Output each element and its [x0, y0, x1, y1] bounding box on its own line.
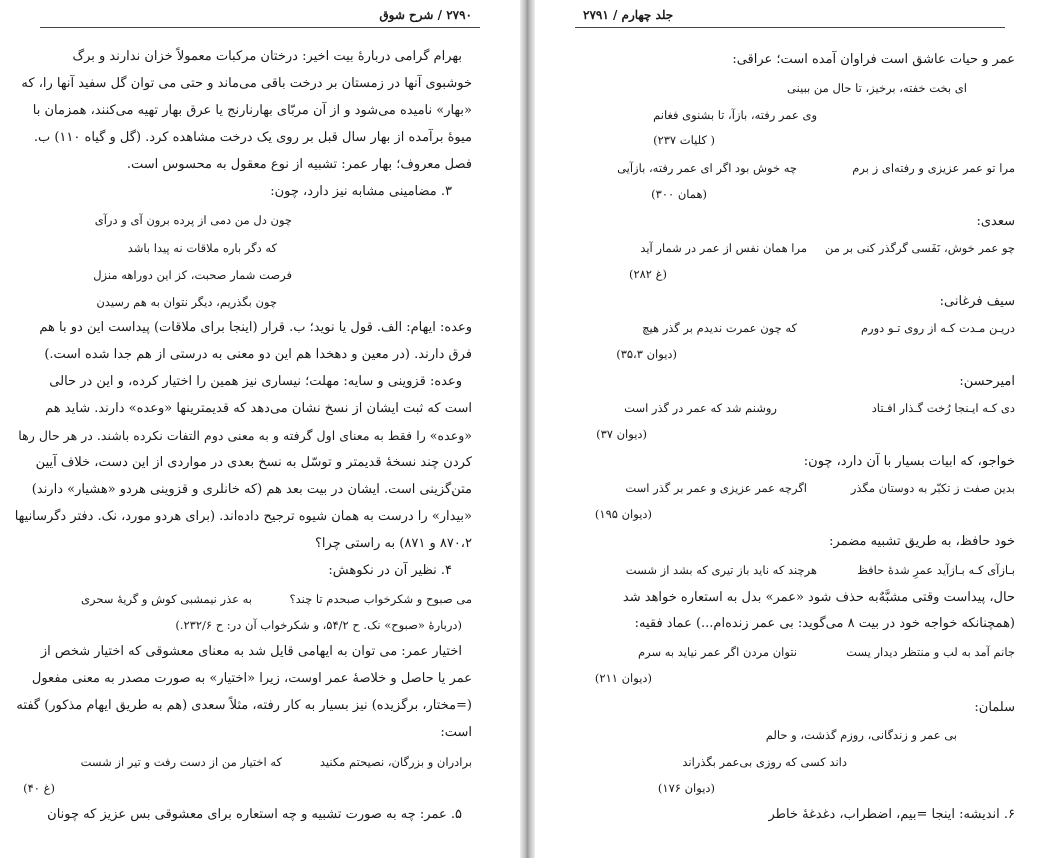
reference-note: (دربارهٔ «صبوح» نک. ح ۵۴/۲، و شکرخواب آن در: ح ۲۳۲/۶.) — [175, 618, 462, 632]
item-4-heading: ۴. نظیر آن در نکوهش: — [328, 563, 452, 578]
verse: ای بخت خفته، برخیز، تا حال من ببینی — [787, 81, 967, 95]
poet-label: خواجو، که ابیات بسیار با آن دارد، چون: — [803, 454, 1015, 469]
verse-reference: (دیوان ۳۷) — [596, 427, 647, 441]
verse: فرصت شمار صحبت، کز این دوراهه منزل — [93, 268, 292, 282]
item-5-heading: ۵. عمر: چه به صورت تشبیه و چه استعاره برای معشوقی بس عزیز که چونان — [47, 807, 462, 822]
running-header: جلد چهارم / ۲۷۹۱ — [583, 8, 674, 22]
text-line: وعده: ایهام: الف. قول یا نوید؛ ب. قرار (اینجا برای ملاقات) پیداست این دو با هم — [39, 320, 472, 335]
verse-reference: (غ ۲۸۲) — [628, 267, 667, 281]
text-line: وعده: قزوینی و سایه: مهلت؛ نیساری نیز همین را اختیار کرده، و این در حالی — [49, 374, 462, 389]
book-gutter — [520, 0, 535, 858]
verse-reference: ( کلیات ۲۳۷) — [653, 133, 715, 147]
verse: بی عمر و زندگانی، روزم گذشت، و حالم — [765, 728, 957, 742]
poet-label: سلمان: — [974, 700, 1015, 715]
poet-label: خود حافظ، به طریق تشبیه مضمر: — [829, 534, 1015, 549]
item-3-heading: ۳. مضامینی مشابه نیز دارد، چون: — [270, 184, 452, 199]
text-line: (=مختار، برگزیده) نیز بسیار به کار رفته، مثلاً سعدی (هم به طریق ایهام مذکور) گفته — [16, 698, 472, 713]
text-line: «بهار» نامیده می‌شود و از آن مربّای بهارنارنج یا عرق بهار تهیه می‌کنند، همزمان با — [32, 103, 472, 118]
verse-reference: (همان ۳۰۰) — [651, 187, 707, 201]
poet-label: سعدی: — [976, 214, 1015, 229]
verse: چه خوش بود اگر ای عمر رفته، بازآیی — [617, 161, 797, 175]
text-line: است: — [440, 725, 472, 740]
verse: دی کـه ایـنجا رُخت گـذار افـتاد — [871, 401, 1015, 415]
verse: چون بگذریم، دیگر نتوان به هم رسیدن — [96, 295, 277, 309]
text-line: اختیار عمر: می توان به ایهامی قایل شد به معنای معشوقی که اختیار شخص از — [40, 644, 462, 659]
verse: می صبوح و شکرخواب صبحدم تا چند؟ — [289, 592, 472, 606]
text-line: متن‌گزینی است. ایشان در بیت بعد هم (که خانلری و قزوینی هردو «هشیار» دارند) — [31, 482, 472, 497]
right-page — [535, 0, 1045, 858]
text-line: بهرام گرامی دربارهٔ بیت اخیر: درختان مرکبات معمولاً خزان ندارند و برگ — [72, 49, 462, 64]
poet-label: امیرحسن: — [959, 374, 1015, 389]
verse: مرا همان نفس از عمر در شمار آید — [640, 241, 807, 255]
verse: بدین صفت ز تکبّر به دوستان مگذر — [850, 481, 1015, 495]
header-rule — [575, 27, 1005, 28]
text-line: حال، پیداست وقتی مشبَّهٌ‌به حذف شود «عمر» بدل به استعاره خواهد شد — [622, 590, 1015, 605]
verse: که اختیار من از دست رفت و تیر از شست — [80, 755, 282, 769]
item-6-heading: ۶. اندیشه: اینجا =بیم، اضطراب، دغدغهٔ خاطر — [768, 807, 1015, 822]
text-line: (همچنانکه خواجه خود در بیت ۸ می‌گوید: بی عمر زنده‌ام...) عماد فقیه: — [634, 616, 1015, 631]
text-line: میوهٔ برآمده از بهار سال قبل بر روی یک درخت مشاهده کرد. (گل و گیاه ۱۱۰) ب. — [33, 130, 472, 145]
verse-reference: (دیوان ۲۱۱) — [594, 671, 652, 685]
left-page — [0, 0, 520, 858]
verse-reference: (دیوان ۱۹۵) — [594, 507, 652, 521]
poet-label: سیف فرغانی: — [939, 294, 1015, 309]
verse-reference: (دیوان ۳۵،۳) — [616, 347, 677, 361]
verse: دریـن مـدت کـه از روی تـو دورم — [860, 321, 1015, 335]
text-line: «بیدار» را درست به همان شیوه ترجیح داده‌اند. (برای هردو مورد، نک. دفتر دگرسانیها — [14, 509, 472, 524]
text-line: ۸۷۰،۲ و ۸۷۱) به راستی چرا؟ — [315, 536, 472, 551]
verse: چون دل من دمی از پرده برون آی و درآی — [94, 213, 292, 227]
text-line: فرق دارند. (در معین و دهخدا هم این دو معنی به درستی از هم جدا شده است.) — [44, 347, 472, 362]
verse: هرچند که ناید باز تیری که بشد از شست — [625, 563, 817, 577]
text-line: «وعده» را فقط به معنای اول گرفته و به معنی دوم التفات نکرده باشند. در هر حال رها — [18, 428, 472, 443]
verse: نتوان مردن اگر عمر نیاید به سرم — [637, 645, 797, 659]
verse: که دگر باره ملاقات نه پیدا باشد — [127, 241, 277, 255]
header-rule — [40, 27, 480, 28]
verse: اگرچه عمر عزیزی و عمر بر گذر است — [625, 481, 807, 495]
text-line: عمر و حیات عاشق است فراوان آمده است؛ عراقی: — [732, 52, 1015, 67]
verse: داند کسی که روزی بی‌عمر بگذراند — [682, 755, 847, 769]
verse: روشنم شد که عمر در گذر است — [624, 401, 777, 415]
verse: مرا تو عمر عزیزی و رفته‌ای ز برم — [852, 161, 1015, 175]
text-line: عمر یا حاصل و خلاصهٔ عمر اوست، زیرا «اختیار» به صورت مصدر به معنی مفعول — [31, 671, 472, 686]
verse: چو عمر خوش، نَفَسی گرگذر کنی بر من — [824, 241, 1015, 255]
text-line: است که ثبت ایشان از نسخ نشان می‌دهد که قدیمترینها «وعده» دارند. شاید هم — [45, 401, 472, 416]
verse: بـازآی کـه بـازآید عمرِ شدهٔ حافظ — [857, 563, 1015, 577]
verse: که چون عمرت ندیدم بر گذر هیچ — [642, 321, 797, 335]
text-line: کردن چند نسخهٔ قدیمتر و توسّل به نسخ بعدی در مواردی از این دست، خلاف آیین — [35, 455, 472, 470]
verse: جانم آمد به لب و منتظر دیدار یست — [846, 645, 1015, 659]
verse: به عذر نیمشبی کوش و گریهٔ سحری — [81, 592, 252, 606]
text-line: فصل معروف؛ بهار عمر: تشبیه از نوع معقول به محسوس است. — [126, 157, 472, 172]
verse: وی عمر رفته، بازآ، تا بشنوی فغانم — [653, 108, 817, 122]
verse-reference: (غ ۴۰) — [23, 781, 55, 795]
verse-reference: (دیوان ۱۷۶) — [657, 781, 715, 795]
running-header: ۲۷۹۰ / شرح شوق — [379, 8, 472, 22]
text-line: خوشبوی آنها در زمستان بر درخت باقی می‌ماند و حتی می توان گل سفید آنها را، که — [21, 76, 472, 91]
verse: برادران و بزرگان، نصیحتم مکنید — [319, 755, 472, 769]
